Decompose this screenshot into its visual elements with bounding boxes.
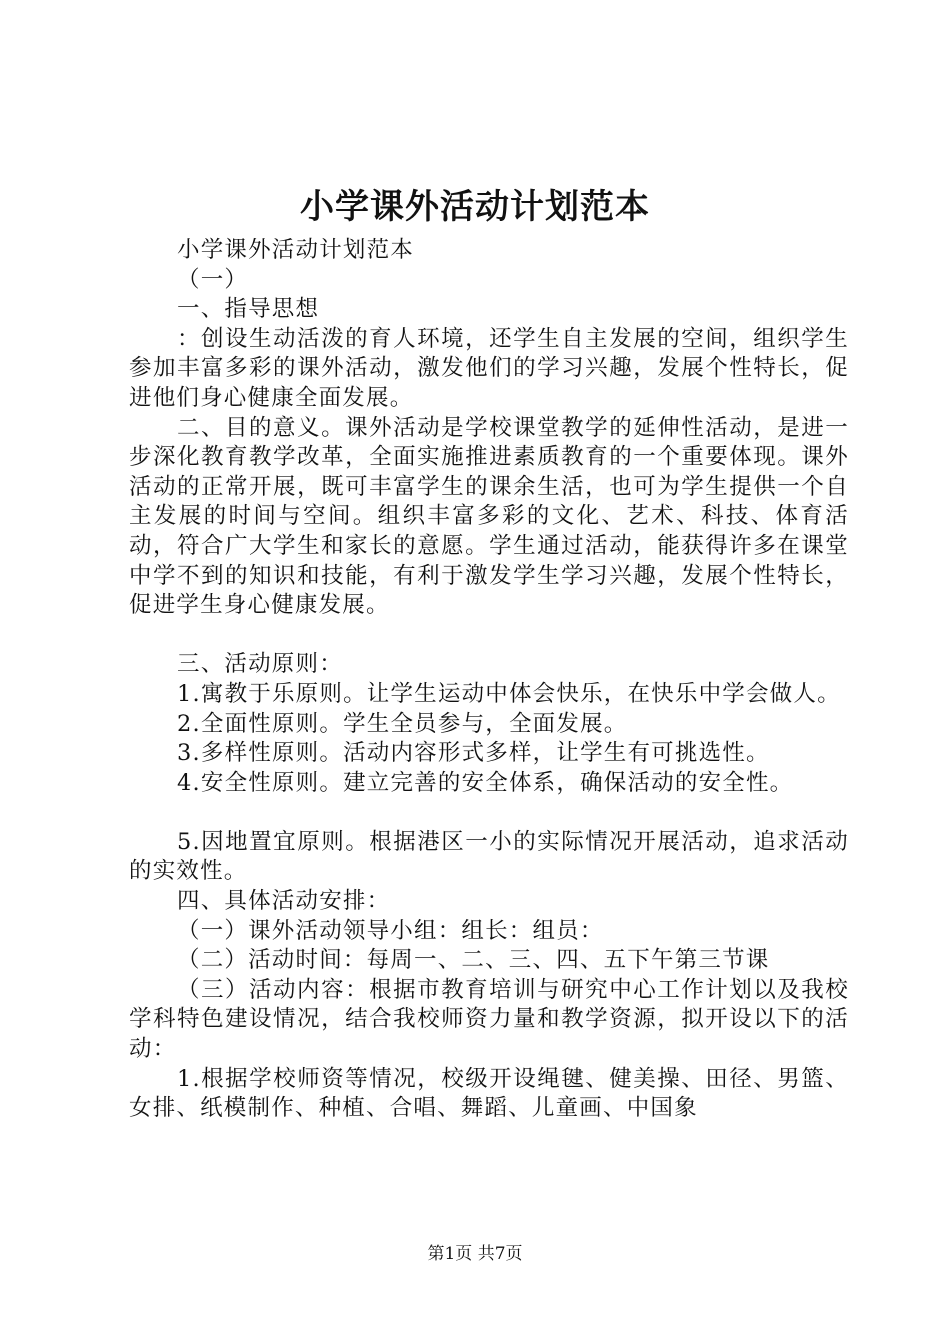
heading-arrangements: 四、具体活动安排：: [177, 888, 391, 915]
principle-item-4: 4.安全性原则。建立完善的安全体系，确保活动的安全性。: [177, 769, 794, 796]
arrangement-time: （二）活动时间：每周一、二、三、四、五下午第三节课: [177, 947, 770, 974]
paragraph-guiding-ideology: ：创设生动活泼的育人环境，还学生自主发展的空间，组织学生参加丰富多彩的课外活动，激发他们的学习兴趣，发展个性特长，促进他们身心健康全面发展。: [129, 325, 849, 411]
blank-line: [129, 798, 849, 828]
principle-item-5: 5.因地置宜原则。根据港区一小的实际情况开展活动，追求活动的实效性。: [129, 828, 849, 885]
principle-item-2: 2.全面性原则。学生全员参与，全面发展。: [177, 710, 628, 737]
paragraph-part-one: （一）: [177, 266, 249, 293]
principle-item-3: 3.多样性原则。活动内容形式多样，让学生有可挑选性。: [177, 740, 770, 767]
paragraph-subtitle: 小学课外活动计划范本: [177, 237, 415, 263]
blank-line: [129, 621, 849, 651]
heading-guiding-ideology: 一、指导思想: [177, 296, 320, 323]
content-item-1: 1.根据学校师资等情况，校级开设绳毽、健美操、田径、男篮、女排、纸模制作、种植、合唱、舞蹈、儿童画、中国象: [129, 1065, 849, 1122]
heading-principles: 三、活动原则：: [177, 651, 343, 678]
arrangement-content: （三）活动内容：根据市教育培训与研究中心工作计划以及我校学科特色建设情况，结合我校师资力量和教学资源，拟开设以下的活动：: [129, 976, 849, 1063]
principle-item-1: 1.寓教于乐原则。让学生运动中体会快乐，在快乐中学会做人。: [177, 680, 841, 707]
page-footer: 第1页 共7页: [427, 1244, 523, 1264]
document-body: [129, 236, 849, 1124]
paragraph-purpose: 二、目的意义。课外活动是学校课堂教学的延伸性活动，是进一步深化教育教学改革，全面实施推进素质教育的一个重要体现。课外活动的正常开展，既可丰富学生的课余生活，也可为学生提供一个自主发展的时间与空间。组织丰富多彩的文化、艺术、科技、体育活动，符合广大学生和家长的意愿。学生通过活动，能获得许多在课堂中学不到的知识和技能，有利于激发学生学习兴趣，发展个性特长，促进学生身心健康发展。: [129, 414, 849, 619]
document-title: 小学课外活动计划范本: [300, 187, 650, 227]
arrangement-leadership: （一）课外活动领导小组：组长：组员：: [177, 917, 604, 944]
